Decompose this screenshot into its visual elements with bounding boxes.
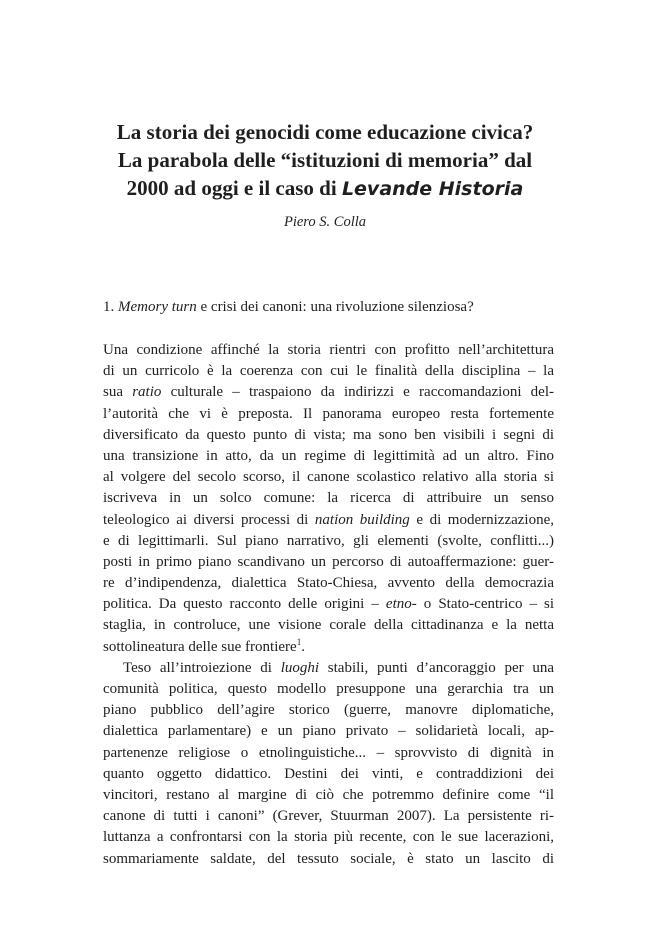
p2-line-1-italic: luoghi [280,659,320,676]
p1-line-9-italic: nation building [314,511,410,528]
p1-line-13-b: o Stato-centrico – si [423,596,555,613]
title-line-1: La storia dei genocidi come educazione civica? [116,120,534,144]
p2-line-3: piano pubblico dell’agire storico (guerre, manovre diplomatiche, [103,702,554,719]
p1-line-7: al volgere del secolo scorso, il canone scolastico relativo alla storia si [103,469,554,486]
p2-line-1-a: Teso all’introiezione di [123,659,272,676]
p1-line-4: l’autorità che vi è preposta. Il panorama europeo resta fortemente [103,405,554,422]
body-text [103,340,554,870]
p1-line-9 [103,510,554,531]
p2-line-8: canone di tutti i canoni” (Grever, Stuurman 2007). La persistente ri- [103,808,554,825]
p1-line-13-italic: etno- [385,596,417,613]
section-italic-term: Memory turn [118,299,197,315]
p1-line-3 [103,382,554,403]
p1-line-15-end: . [301,638,305,655]
p2-line-9: luttanza a confrontarsi con la storia più recente, con le sue lacerazioni, [103,829,554,846]
p1-line-8: iscriveva in un solco comune: la ricerca di attribuire un senso [103,490,554,507]
p1-line-12: re d’indipendenza, dialettica Stato-Chiesa, avvento della democrazia [103,575,554,592]
p2-line-1-b: stabili, punti d’ancoraggio per una [327,659,555,676]
p1-line-13-a: politica. Da questo racconto delle origini – [103,596,379,613]
p1-line-14: staglia, in controluce, une visione corale della cittadinanza e la netta [103,617,554,634]
p1-line-15 [103,637,554,658]
p2-line-10: sommariamente saldate, del tessuto sociale, è stato un lascito di [103,850,554,867]
p2-line-6: quanto oggetto didattico. Destini dei vinti, e contraddizioni dei [103,765,554,782]
title-italic-name: Levande Historia [341,178,524,200]
section-heading [103,299,474,316]
p1-line-3-a: sua [103,384,123,401]
p1-line-9-b: e di modernizzazione, [416,511,555,528]
p2-line-7: vincitori, restano al margine di ciò che potremmo definire come “il [103,786,554,803]
footnote-marker: 1 [296,636,302,647]
title-line-3-text: 2000 ad oggi e il caso di [126,176,337,200]
p1-line-2: di un curricolo è la coerenza con cui le finalità della disciplina – la [103,363,554,380]
p2-line-5: partenenze religiose o etnolinguistiche... – sprovvisto di dignità in [103,744,554,761]
p1-line-13 [103,594,554,615]
p1-line-6: una transizione in atto, da un regime di legittimità ad un altro. Fino [103,447,554,464]
paper-title [90,118,560,203]
p2-line-1 [103,658,554,679]
title-line-3 [90,174,560,203]
p2-line-4: dialettica parlamentare) e un piano privato – solidarietà locali, ap- [103,723,554,740]
p1-line-5: diversificato da questo punto di vista; ma sono ben visibili i segni di [103,426,554,443]
section-heading-rest: e crisi dei canoni: una rivoluzione silenziosa? [200,299,474,315]
p1-line-1: Una condizione affinché la storia rientri con profitto nell’architettura [103,342,554,358]
author-name: Piero S. Colla [283,214,367,230]
p1-line-3-b: culturale – traspaiono da indirizzi e raccomandazioni del- [170,384,555,401]
p1-line-11: posti in primo piano scandivano un percorso di autoaffermazione: guer- [103,553,554,570]
p1-line-9-a: teleologico ai diversi processi di [103,511,309,528]
p1-line-3-italic: ratio [132,384,162,401]
section-number: 1. [103,299,115,315]
title-line-2: La parabola delle “istituzioni di memoria” dal [117,148,533,172]
p1-line-10: e di legittimarli. Sul piano narrativo, gli elementi (svolte, conflitti...) [103,532,554,549]
p1-line-15-text: sottolineatura delle sue frontiere [103,638,297,655]
p2-line-2: comunità politica, questo modello presuppone una gerarchia tra un [103,681,554,697]
